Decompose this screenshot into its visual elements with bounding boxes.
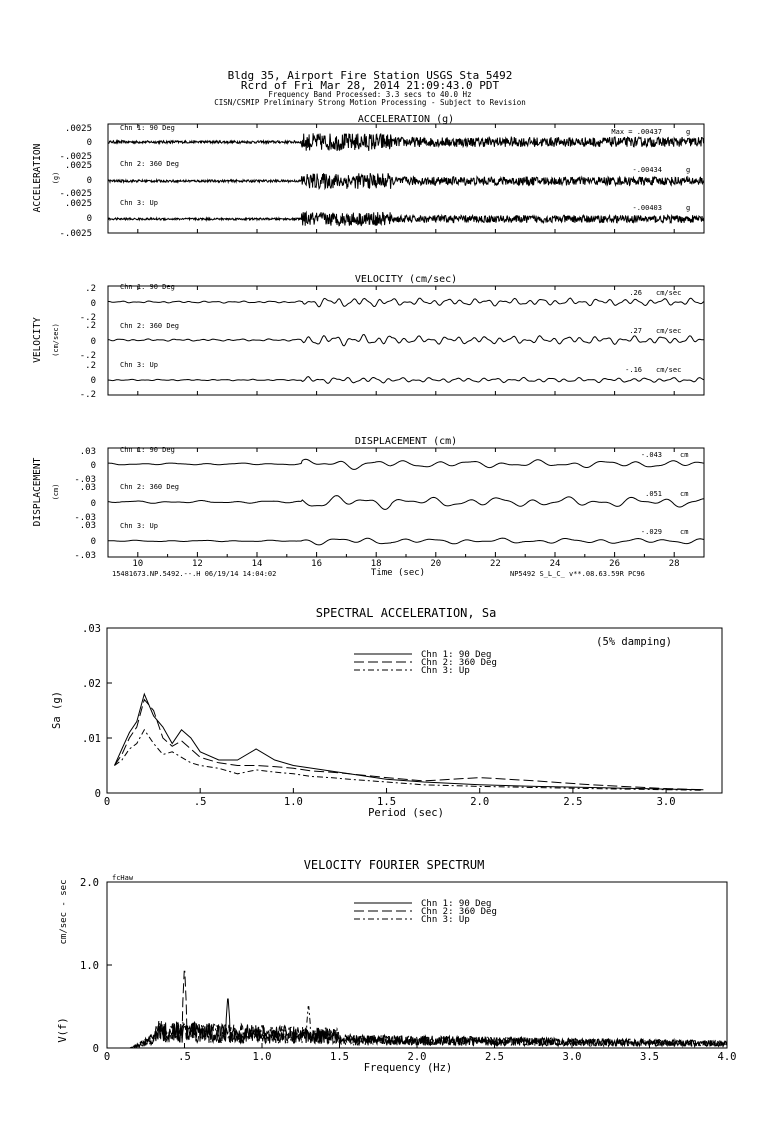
header-station: Bldg 35, Airport Fire Station USGS Sta 5492	[227, 69, 513, 82]
sa-ytick-label: .02	[82, 678, 101, 690]
sa-ylabel: Sa (g)	[51, 691, 63, 729]
vel-channel-3	[80, 361, 704, 400]
dis-ch2-ytick-top: .03	[79, 483, 96, 493]
acc-ch3-peak: -.00403	[632, 204, 662, 212]
dis-ch1-ytick-top: .03	[79, 447, 96, 457]
sa-xtick-label: 0	[103, 796, 111, 808]
vel-ch1-name: Chn 1: 90 Deg	[120, 283, 175, 291]
vel-ch3-ytick-top: .2	[85, 361, 96, 371]
velocity-ylabel: VELOCITY	[32, 317, 43, 363]
dis-ch3-trace	[108, 538, 704, 545]
time-tick-label: 26	[609, 559, 621, 569]
vel-ch2-ytick-bottom: -.2	[79, 351, 96, 361]
dis-ch2-ytick-bottom: -.03	[74, 513, 96, 523]
sa-title: SPECTRAL ACCELERATION, Sa	[315, 606, 497, 620]
acc-ch3-ytick-zero: 0	[86, 214, 92, 224]
dis-ch1-trace	[108, 459, 704, 469]
vel-channel-2	[80, 321, 704, 361]
time-axis-label: Time (sec)	[370, 568, 426, 578]
vel-ch1-ytick-bottom: -.2	[79, 313, 96, 323]
sa-frame	[107, 628, 722, 793]
fs-xtick-label: 3.0	[562, 1051, 582, 1063]
dis-ch1-peak: -.043	[640, 451, 662, 459]
velocity-yunit: (cm/sec)	[52, 323, 60, 357]
velocity-title: VELOCITY (cm/sec)	[354, 274, 458, 285]
dis-ch2-trace	[108, 496, 704, 510]
sa-xtick-label: 3.0	[656, 796, 676, 808]
vel-ch2-ytick-top: .2	[85, 321, 96, 331]
acc-ch1-peak: Max = .00437	[611, 128, 662, 136]
fs-frame	[107, 882, 727, 1048]
vel-ch3-trace	[108, 377, 704, 384]
time-tick-label: 12	[191, 559, 203, 569]
displacement-ylabel: DISPLACEMENT	[32, 457, 43, 527]
acc-channel-1	[59, 124, 704, 162]
header-band: Frequency Band Processed: 3.3 secs to 40.0 Hz	[268, 90, 472, 99]
acc-ch3-unit: g	[686, 204, 691, 212]
sa-xtick-label: 1.0	[283, 796, 303, 808]
sa-legend	[354, 650, 497, 676]
acceleration-yunit: (g)	[52, 171, 60, 185]
dis-ch2-name: Chn 2: 360 Deg	[120, 483, 180, 491]
fs-xtick-label: 1.5	[330, 1051, 349, 1063]
time-tick-label: 14	[251, 559, 263, 569]
dis-ch1-ytick-zero: 0	[90, 461, 96, 471]
fs-corner-label: fcHaw	[112, 874, 134, 882]
dis-ch3-ytick-top: .03	[79, 521, 96, 531]
acc-ch2-trace	[108, 173, 704, 189]
time-tick-label: 24	[549, 559, 561, 569]
fs-xtick-label: 3.5	[640, 1051, 659, 1063]
time-tick-label: 20	[430, 559, 442, 569]
sa-xtick-label: 1.5	[377, 796, 397, 808]
dis-ch3-name: Chn 3: Up	[120, 522, 158, 530]
time-tick-label: 28	[668, 559, 680, 569]
sa-xtick-label: .5	[193, 796, 207, 808]
fs-xtick-label: 2.0	[407, 1051, 427, 1063]
vel-ch1-peak: .26	[629, 289, 642, 297]
dis-ch2-unit: cm	[680, 490, 689, 498]
dis-ch1-unit: cm	[680, 451, 689, 459]
fs-legend-label-2: Chn 2: 360 Deg	[421, 907, 497, 917]
vel-ch2-peak: .27	[629, 327, 642, 335]
acc-ch1-ytick-bottom: -.0025	[59, 152, 92, 162]
acc-ch2-peak: -.00434	[632, 166, 662, 174]
sa-xlabel: Period (sec)	[368, 807, 444, 819]
sa-ytick-label: .01	[82, 733, 101, 745]
acceleration-ylabel: ACCELERATION	[32, 143, 43, 213]
vel-ch3-peak: -.16	[625, 366, 642, 374]
fs-yunit: cm/sec - sec	[59, 879, 69, 945]
displacement-yunit: (cm)	[52, 483, 60, 501]
dis-ch3-ytick-bottom: -.03	[74, 551, 96, 561]
fs-legend	[354, 899, 497, 925]
dis-channel-2	[74, 483, 704, 523]
fs-xlabel: Frequency (Hz)	[363, 1062, 453, 1074]
vel-ch1-trace	[108, 298, 704, 307]
footer-record-id: 15481673.NP.5492.--.H 06/19/14 14:04:02	[112, 570, 277, 578]
time-tick-label: 22	[489, 559, 501, 569]
fs-xtick-label: 0	[103, 1051, 111, 1063]
vel-ch1-ytick-top: .2	[85, 284, 96, 294]
sa-legend-label-1: Chn 1: 90 Deg	[421, 650, 492, 660]
fs-xtick-label: .5	[178, 1051, 191, 1063]
acceleration-title: ACCELERATION (g)	[357, 114, 455, 125]
dis-ch1-name: Chn 1: 90 Deg	[120, 446, 175, 454]
fs-ylabel: V(f)	[57, 1017, 69, 1043]
dis-ch2-peak: .051	[645, 490, 662, 498]
dis-ch3-ytick-zero: 0	[90, 537, 96, 547]
fs-legend-label-3: Chn 3: Up	[421, 915, 470, 925]
acc-ch1-ytick-zero: 0	[86, 138, 92, 148]
time-tick-label: 16	[311, 559, 323, 569]
dis-channel-3	[74, 521, 704, 561]
dis-channel-1	[74, 446, 704, 485]
acc-ch1-name: Chn 1: 90 Deg	[120, 124, 175, 132]
fs-ytick-label: 1.0	[80, 960, 99, 972]
acc-ch2-ytick-zero: 0	[86, 176, 92, 186]
vel-ch2-ytick-zero: 0	[90, 337, 96, 347]
acc-ch3-ytick-bottom: -.0025	[59, 229, 92, 239]
dis-ch1-ytick-bottom: -.03	[74, 475, 96, 485]
fs-ytick-label: 2.0	[80, 877, 99, 889]
acc-ch1-ytick-top: .0025	[64, 124, 92, 134]
spectral-acceleration-panel	[51, 606, 722, 819]
displacement-title: DISPLACEMENT (cm)	[354, 436, 458, 447]
acceleration-panel	[32, 114, 704, 239]
fs-ytick-label: 0	[92, 1043, 99, 1055]
displacement-panel	[32, 124, 704, 578]
vel-ch1-ytick-zero: 0	[90, 299, 96, 309]
vel-ch3-ytick-bottom: -.2	[79, 390, 96, 400]
acc-ch3-trace	[108, 212, 704, 226]
sa-xtick-label: 2.0	[470, 796, 490, 808]
sa-legend-label-2: Chn 2: 360 Deg	[421, 658, 497, 668]
acc-channel-2	[59, 160, 704, 199]
vel-ch2-trace	[108, 335, 704, 346]
dis-ch3-peak: -.029	[640, 528, 662, 536]
sa-damping-note: (5% damping)	[596, 636, 672, 648]
fs-legend-label-1: Chn 1: 90 Deg	[421, 899, 492, 909]
fs-xtick-label: 1.0	[252, 1051, 272, 1063]
time-axis-ticks	[108, 124, 704, 569]
sa-xtick-label: 2.5	[563, 796, 583, 808]
acc-ch2-ytick-bottom: -.0025	[59, 189, 92, 199]
acc-ch3-ytick-top: .0025	[64, 199, 92, 209]
fs-title: VELOCITY FOURIER SPECTRUM	[303, 858, 485, 872]
footer-processing-id: NP5492 S_L_C_ v**.08.63.59R PC96	[510, 570, 645, 578]
vel-ch1-unit: cm/sec	[656, 289, 682, 297]
sa-series-chn2	[115, 700, 704, 790]
fourier-spectrum-panel	[57, 858, 736, 1074]
header-record: Rcrd of Fri Mar 28, 2014 21:09:43.0 PDT	[240, 79, 500, 92]
dis-ch3-unit: cm	[680, 528, 689, 536]
vel-ch3-unit: cm/sec	[656, 366, 682, 374]
fs-xtick-label: 2.5	[485, 1051, 504, 1063]
acc-ch1-unit: g	[686, 128, 691, 136]
vel-channel-1	[80, 283, 704, 323]
acc-ch2-ytick-top: .0025	[64, 161, 92, 171]
vel-ch3-ytick-zero: 0	[90, 376, 96, 386]
sa-ytick-label: .03	[82, 623, 101, 635]
velocity-panel	[32, 274, 704, 400]
sa-series-chn1	[115, 694, 704, 790]
time-tick-label: 18	[370, 559, 382, 569]
vel-ch2-name: Chn 2: 360 Deg	[120, 322, 180, 330]
dis-ch2-ytick-zero: 0	[90, 499, 96, 509]
acc-ch3-name: Chn 3: Up	[120, 199, 158, 207]
header-processing: CISN/CSMIP Preliminary Strong Motion Processing - Subject to Revision	[214, 98, 526, 107]
vel-ch3-name: Chn 3: Up	[120, 361, 158, 369]
time-tick-label: 10	[132, 559, 144, 569]
fs-xtick-label: 4.0	[717, 1051, 737, 1063]
sa-legend-label-3: Chn 3: Up	[421, 666, 470, 676]
acc-ch2-name: Chn 2: 360 Deg	[120, 160, 180, 168]
sa-axes	[82, 623, 676, 808]
acc-ch2-unit: g	[686, 166, 691, 174]
sa-ytick-label: 0	[94, 788, 101, 800]
vel-ch2-unit: cm/sec	[656, 327, 682, 335]
